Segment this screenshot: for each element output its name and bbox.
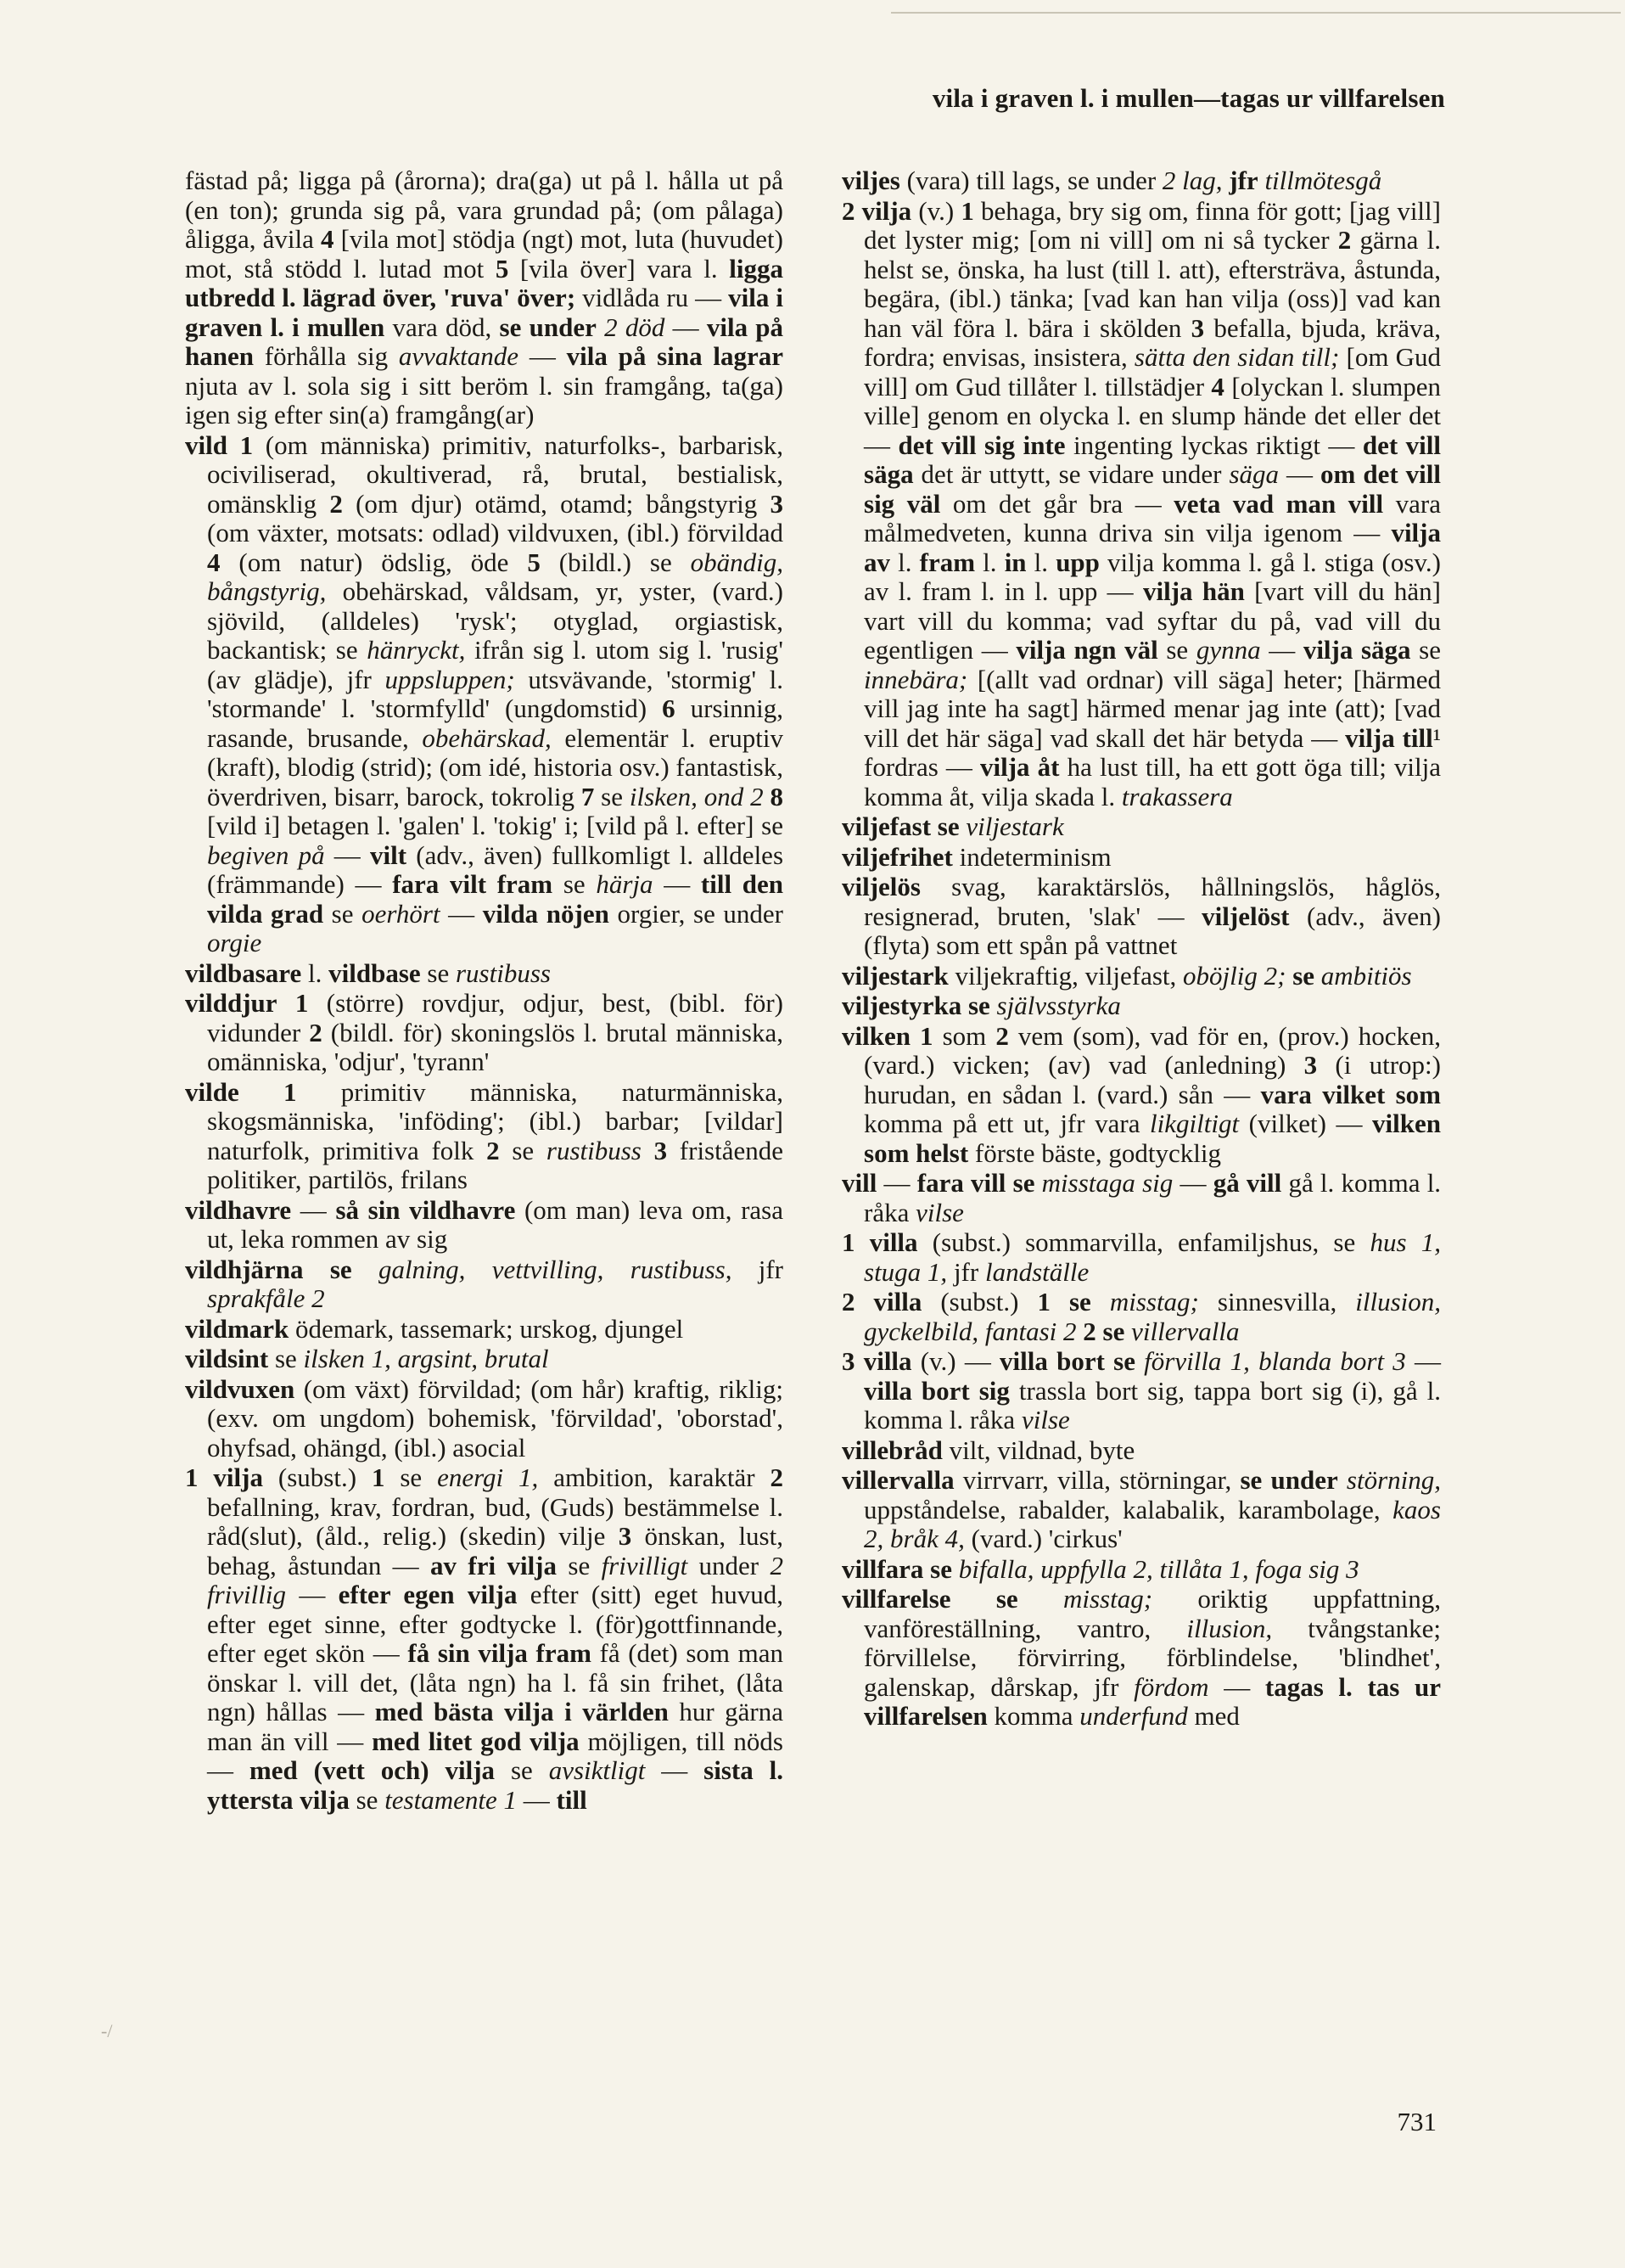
dictionary-entry: villebråd vilt, vildnad, byte [842,1434,1135,1465]
dictionary-entry: vild 1 (om människa) primitiv, naturfolks-, barbarisk, ociviliserad, okultiverad, rå, brutal, bestialisk, omänsklig 2 (om djur) otämd, otamd; bångstyrig 3 (om växter, motsats: odlad) vildvuxen, (ibl.) förvildad 4 (om natur) ödslig, öde 5 (bildl.) se obändig, bångstyrig, obehärskad, våldsam, yr, yster, (vard.) sjövild, (alldeles) 'rysk'; otyglad, orgiastisk, backantisk; se hänryckt, ifrån sig l. utom sig l. 'rusig' (av glädje), jfr uppsluppen; utsvävande, 'stormig' l. 'stormande' l. 'stormfylld' (ungdomstid) 6 ursinnig, rasande, brusande, obehärskad, elementär l. eruptiv (kraft), blodig (strid); (om idé, historia osv.) fantastisk, överdriven, bisarr, barock, tokrolig 7 se ilsken, ond 2 8 [vild i] betagen l. 'galen' l. 'tokig' i; [vild på l. efter] se begiven på — vilt (adv., även) fullkomligt l. alldeles (främmande) — fara vilt fram se härja — till den vilda grad se oerhört — vilda nöjen orgier, se under orgie [185,429,784,957]
dictionary-entry: 2 vilja (v.) 1 behaga, bry sig om, finna för gott; [jag vill] det lyster mig; [om ni vill] om ni så tycker 2 gärna l. helst se, önska, ha lust (till l. att), eftersträva, åstunda, begära, (ibl.) tänka; [vad kan han vilja (oss)] vad kan han väl föra l. bära i skölden 3 befalla, bjuda, kräva, fordra; envisas, insistera, sätta den sidan till; [om Gud vill] om Gud tillåter l. tillstädjer 4 [olyckan l. slumpen ville] genom en olycka l. en slump hände det eller det — det vill sig inte ingenting lyckas riktigt — det vill säga det är uttytt, se vidare under säga — om det vill sig väl om det går bra — veta vad man vill vara målmedveten, kunna driva sin vilja igenom — vilja av l. fram l. in l. upp vilja komma l. gå l. stiga (osv.) av l. fram l. in l. upp — vilja hän [vart vill du hän] vart vill du komma; vad syftar du på, vad vill du egentligen — vilja ngn väl se gynna — vilja säga se innebära; [(allt vad ordnar) vill säga] heter; [härmed vill jag inte ha sagt] härmed menar jag inte (att); [vad vill det här säga] vad skall det här betyda — vilja till¹ fordras — vilja åt ha lust till, ha ett gott öga till; vilja komma åt, vilja skada l. trakassera [842,195,1442,811]
dictionary-entry: viljestyrka se självsstyrka [842,991,1121,1020]
dictionary-entry: vildvuxen (om växt) förvildad; (om hår) kraftig, riklig; (exv. om ungdom) bohemisk, 'förvildad', 'oborstad', ohyfsad, ohängd, (ibl.) asocial [185,1373,783,1462]
dictionary-entry: vildhavre — så sin vildhavre (om man) leva om, rasa ut, leka rommen av sig [185,1194,784,1254]
top-rule [891,12,1621,14]
dictionary-entry: 1 villa (subst.) sommarvilla, enfamiljshus, se hus 1, stuga 1, jfr landställe [842,1227,1441,1287]
dictionary-entry: viljes (vara) till lags, se under 2 lag, jfr tillmötesgå [842,166,1382,195]
dictionary-entry: vilddjur 1 (större) rovdjur, odjur, best, (bibl. för) vidunder 2 (bildl. för) skoningslös l. brutal människa, omänniska, 'odjur', 'tyrann' [185,988,783,1076]
dictionary-entry: vildbasare l. vildbase se rustibuss [185,957,551,988]
dictionary-entry: villfarelse se misstag; oriktig uppfattning, vanföreställning, vantro, illusion, tvångstanke; förvillelse, förvirring, förblindelse, 'blindhet', galenskap, dårskap, jfr fördom — tagas l. tas ur villfarelsen komma underfund med [842,1584,1442,1731]
running-head: vila i graven l. i mullen—tagas ur villfarelsen [932,83,1445,113]
dictionary-entry: viljefrihet indeterminism [842,841,1112,872]
dictionary-entry: vilde 1 primitiv människa, naturmänniska, skogsmänniska, 'inföding'; (ibl.) barbar; [vildar] naturfolk, primitiva folk 2 se rustibuss 3 fristående politiker, partilös, frilans [185,1076,784,1194]
left-column [185,166,783,1816]
dictionary-entry: vildsint se ilsken 1, argsint, brutal [185,1344,549,1373]
dictionary-entry: vilken 1 som 2 vem (som), vad för en, (prov.) hocken, (vard.) vicken; (av) vad (anledning) 3 (i utrop:) hurudan, en sådan l. (vard.) sån — vara vilket som komma på ett ut, jfr vara likgiltigt (vilket) — vilken som helst förste bäste, godtycklig [842,1020,1441,1168]
dictionary-entry: vildhjärna se galning, vettvilling, rustibuss, jfr sprakfåle 2 [185,1254,784,1313]
dictionary-entry: villfara se bifalla, uppfylla 2, tillåta 1, foga sig 3 [842,1553,1359,1584]
dictionary-entry: 3 villa (v.) — villa bort se förvilla 1, blanda bort 3 — villa bort sig trassla bort sig, tappa bort sig (i), gå l. komma l. råka vilse [842,1346,1442,1434]
margin-mark: -/ [101,2020,113,2041]
dictionary-entry: vill — fara vill se misstaga sig — gå vill gå l. komma l. råka vilse [842,1168,1442,1227]
dictionary-entry: viljelös svag, karaktärslös, hållningslös, håglös, resignerad, bruten, 'slak' — viljelöst (adv., även) (flyta) som ett spån på vattnet [842,872,1441,960]
dictionary-entry: vildmark ödemark, tassemark; urskog, djungel [185,1313,684,1344]
dictionary-entry: viljestark viljekraftig, viljefast, oböjlig 2; se ambitiös [842,960,1412,991]
dictionary-entry: 1 vilja (subst.) 1 se energi 1, ambition, karaktär 2 befallning, krav, fordran, bud, (Guds) bestämmelse l. råd(slut), (åld., relig.) (skedin) vilje 3 önskan, lust, behag, åstundan — av fri vilja se frivilligt under 2 frivillig — efter egen vilja efter (sitt) eget huvud, efter eget sinne, efter godtycke l. (för)gottfinnande, efter eget skön — få sin vilja fram få (det) som man önskar l. vill det, (låta ngn) ha l. få sin frihet, (låta ngn) hållas — med bästa vilja i världen hur gärna man än vill — med litet god vilja möjligen, till nöds — med (vett och) vilja se avsiktligt — sista l. yttersta vilja se testamente 1 — till [185,1462,784,1815]
page-number: 731 [1397,2107,1437,2136]
dictionary-entry: villervalla virrvarr, villa, störningar, se under störning, uppståndelse, rabalder, kalabalik, karambolage, kaos 2, bråk 4, (vard.) 'cirkus' [842,1465,1441,1553]
dictionary-entry: viljefast se viljestark [842,811,1064,841]
dictionary-entry: 2 villa (subst.) 1 se misstag; sinnesvilla, illusion, gyckelbild, fantasi 2 2 se villervalla [842,1287,1441,1346]
dictionary-entry: fästad på; ligga på (årorna); dra(ga) ut på l. hålla ut på (en ton); grunda sig på, vara grundad på; (om pålaga) åligga, åvila 4 [vila mot] stödja (ngt) mot, luta (huvudet) mot, stå stödd l. lutad mot 5 [vila över] vara l. ligga utbredd l. lägrad över, 'ruva' över; vidlåda ru — vila i graven l. i mullen vara död, se under 2 död — vila på hanen förhålla sig avvaktande — vila på sina lagrar njuta av l. sola sig i sitt beröm l. sin framgång, ta(ga) igen sig efter sin(a) framgång(ar) [185,166,784,429]
right-column [842,166,1441,1732]
